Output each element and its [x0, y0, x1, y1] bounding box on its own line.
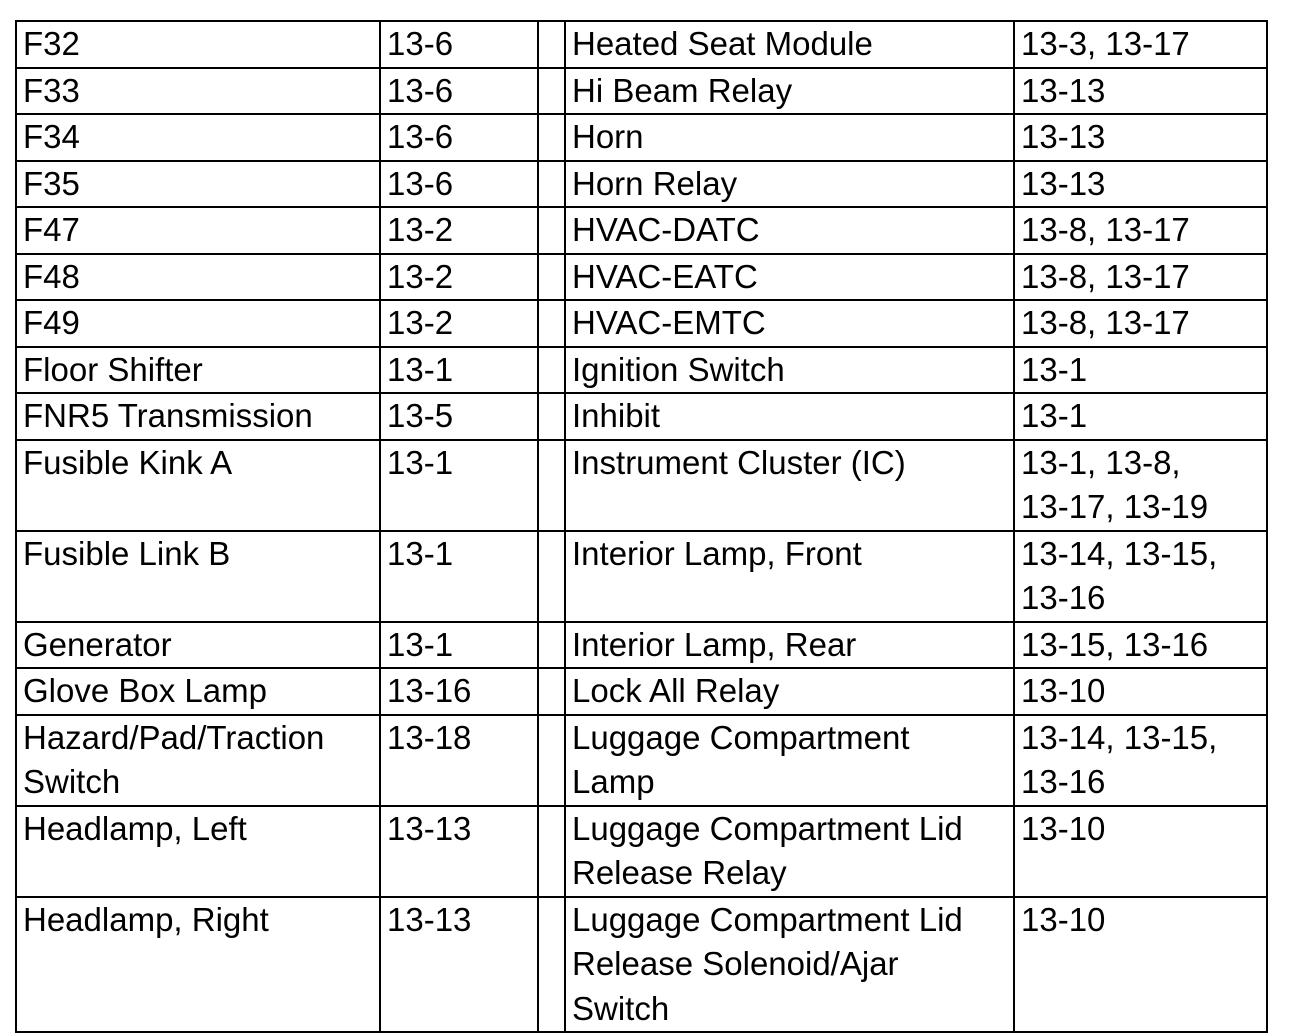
left-page-reference: 13-1 [387, 625, 454, 663]
right-component-name-cell [565, 21, 1014, 68]
right-component-name: HVAC-EATC [572, 257, 758, 295]
left-component-name: Headlamp, Right [23, 900, 269, 938]
right-page-reference: 13-1 [1021, 350, 1088, 388]
right-page-reference: 13-3, 13-17 [1021, 25, 1190, 62]
left-page-reference-cell [380, 715, 538, 806]
right-page-reference-cell [1014, 114, 1267, 161]
right-component-name-cell [565, 897, 1014, 1033]
column-separator [538, 440, 565, 531]
right-component-name: Switch [572, 989, 670, 1027]
table-row [16, 393, 1267, 440]
right-component-name: Luggage Compartment Lid [572, 900, 963, 938]
left-component-name: F35 [23, 164, 80, 202]
column-separator [538, 806, 565, 897]
right-page-reference-cell [1014, 440, 1267, 531]
right-page-reference: 13-8, 13-17 [1021, 257, 1190, 295]
left-component-name-cell [16, 161, 380, 208]
table-row [16, 897, 1267, 1033]
right-page-reference: 13-13 [1021, 71, 1106, 109]
left-page-reference-cell [380, 806, 538, 897]
right-page-reference-cell [1014, 715, 1267, 806]
left-component-name-cell [16, 21, 380, 68]
left-component-name: Switch [23, 763, 121, 800]
left-page-reference: 13-1 [387, 443, 454, 481]
right-component-name-cell [565, 622, 1014, 669]
right-component-name-cell [565, 668, 1014, 715]
right-component-name-cell [565, 393, 1014, 440]
right-page-reference: 13-16 [1021, 763, 1106, 800]
table-row [16, 207, 1267, 254]
right-page-reference: 13-14, 13-15, [1021, 534, 1218, 572]
left-component-name: FNR5 Transmission [23, 397, 313, 434]
left-component-name: Fusible Link B [23, 534, 231, 572]
right-page-reference-cell [1014, 531, 1267, 622]
table-row [16, 21, 1267, 68]
left-component-name: F33 [23, 71, 80, 109]
column-separator [538, 347, 565, 394]
component-index-table [15, 20, 1268, 1033]
table-row [16, 440, 1267, 531]
left-page-reference: 13-13 [387, 809, 472, 847]
right-component-name: Lamp [572, 763, 655, 800]
left-page-reference-cell [380, 207, 538, 254]
table-row [16, 347, 1267, 394]
right-component-name: Horn [572, 118, 644, 155]
right-page-reference: 13-17, 13-19 [1021, 488, 1209, 525]
table-row [16, 668, 1267, 715]
left-component-name-cell [16, 114, 380, 161]
right-component-name: Lock All Relay [572, 672, 780, 709]
left-component-name-cell [16, 806, 380, 897]
right-component-name: Ignition Switch [572, 350, 785, 388]
column-separator [538, 715, 565, 806]
left-component-name-cell [16, 254, 380, 301]
left-page-reference: 13-5 [387, 397, 454, 434]
column-separator [538, 254, 565, 301]
right-page-reference: 13-1 [1021, 397, 1088, 434]
right-component-name-cell [565, 715, 1014, 806]
table-row [16, 161, 1267, 208]
right-component-name: Interior Lamp, Rear [572, 625, 857, 663]
column-separator [538, 161, 565, 208]
left-page-reference: 13-16 [387, 672, 472, 709]
column-separator [538, 68, 565, 115]
left-page-reference-cell [380, 21, 538, 68]
right-component-name-cell [565, 114, 1014, 161]
left-page-reference: 13-6 [387, 25, 454, 62]
column-separator [538, 114, 565, 161]
right-component-name-cell [565, 300, 1014, 347]
column-separator [538, 668, 565, 715]
right-component-name-cell [565, 440, 1014, 531]
right-component-name: Release Solenoid/Ajar [572, 945, 899, 982]
right-component-name: Release Relay [572, 854, 787, 891]
left-page-reference: 13-2 [387, 211, 454, 248]
table-row [16, 254, 1267, 301]
left-page-reference-cell [380, 622, 538, 669]
right-component-name: Horn Relay [572, 164, 738, 202]
left-page-reference: 13-1 [387, 534, 454, 572]
right-page-reference-cell [1014, 300, 1267, 347]
left-page-reference: 13-6 [387, 118, 454, 155]
left-page-reference-cell [380, 68, 538, 115]
left-component-name: F32 [23, 25, 80, 62]
left-page-reference-cell [380, 440, 538, 531]
column-separator [538, 622, 565, 669]
right-page-reference-cell [1014, 161, 1267, 208]
right-page-reference: 13-16 [1021, 579, 1106, 616]
table-row [16, 531, 1267, 622]
left-page-reference-cell [380, 668, 538, 715]
right-component-name: Hi Beam Relay [572, 71, 793, 109]
left-page-reference: 13-2 [387, 304, 454, 341]
right-component-name-cell [565, 806, 1014, 897]
right-page-reference-cell [1014, 21, 1267, 68]
left-page-reference-cell [380, 161, 538, 208]
right-component-name: Interior Lamp, Front [572, 534, 862, 572]
left-component-name-cell [16, 531, 380, 622]
left-component-name: Hazard/Pad/Traction [23, 718, 325, 756]
right-page-reference-cell [1014, 897, 1267, 1033]
column-separator [538, 300, 565, 347]
left-component-name-cell [16, 897, 380, 1033]
right-page-reference: 13-10 [1021, 672, 1106, 709]
left-component-name: Floor Shifter [23, 350, 203, 388]
right-component-name-cell [565, 347, 1014, 394]
left-component-name: Generator [23, 625, 172, 663]
left-component-name-cell [16, 68, 380, 115]
right-component-name: Luggage Compartment [572, 718, 910, 756]
left-component-name-cell [16, 440, 380, 531]
table-row [16, 622, 1267, 669]
left-component-name: Glove Box Lamp [23, 672, 267, 709]
left-component-name-cell [16, 393, 380, 440]
column-separator [538, 21, 565, 68]
left-page-reference: 13-1 [387, 350, 454, 388]
left-page-reference: 13-6 [387, 164, 454, 202]
right-page-reference: 13-13 [1021, 164, 1106, 202]
table-row [16, 806, 1267, 897]
right-page-reference: 13-8, 13-17 [1021, 211, 1190, 248]
right-page-reference-cell [1014, 207, 1267, 254]
right-page-reference-cell [1014, 393, 1267, 440]
left-page-reference: 13-2 [387, 257, 454, 295]
left-page-reference-cell [380, 347, 538, 394]
left-page-reference-cell [380, 114, 538, 161]
right-component-name: Luggage Compartment Lid [572, 809, 963, 847]
right-page-reference: 13-10 [1021, 809, 1106, 847]
right-page-reference: 13-8, 13-17 [1021, 304, 1190, 341]
left-component-name-cell [16, 622, 380, 669]
table-body [16, 21, 1267, 1032]
left-component-name-cell [16, 207, 380, 254]
column-separator [538, 393, 565, 440]
left-page-reference-cell [380, 897, 538, 1033]
left-page-reference-cell [380, 254, 538, 301]
column-separator [538, 207, 565, 254]
right-component-name: Heated Seat Module [572, 25, 873, 62]
left-component-name-cell [16, 668, 380, 715]
left-page-reference: 13-18 [387, 718, 472, 756]
right-component-name: HVAC-EMTC [572, 304, 766, 341]
left-page-reference: 13-13 [387, 900, 472, 938]
right-page-reference-cell [1014, 668, 1267, 715]
left-component-name-cell [16, 715, 380, 806]
table-row [16, 68, 1267, 115]
right-page-reference: 13-15, 13-16 [1021, 625, 1209, 663]
right-component-name-cell [565, 68, 1014, 115]
table-row [16, 114, 1267, 161]
right-component-name: HVAC-DATC [572, 211, 760, 248]
right-page-reference-cell [1014, 806, 1267, 897]
table-row [16, 715, 1267, 806]
left-page-reference-cell [380, 300, 538, 347]
right-page-reference: 13-14, 13-15, [1021, 718, 1218, 756]
left-page-reference-cell [380, 531, 538, 622]
left-page-reference: 13-6 [387, 71, 454, 109]
right-component-name: Inhibit [572, 397, 661, 434]
right-page-reference-cell [1014, 254, 1267, 301]
right-component-name-cell [565, 254, 1014, 301]
right-page-reference: 13-1, 13-8, [1021, 443, 1181, 481]
left-component-name: F48 [23, 257, 80, 295]
right-page-reference: 13-13 [1021, 118, 1106, 155]
right-page-reference-cell [1014, 622, 1267, 669]
left-component-name: F47 [23, 211, 80, 248]
column-separator [538, 531, 565, 622]
right-component-name: Instrument Cluster (IC) [572, 443, 906, 481]
right-page-reference: 13-10 [1021, 900, 1106, 938]
right-page-reference-cell [1014, 68, 1267, 115]
right-component-name-cell [565, 161, 1014, 208]
right-component-name-cell [565, 531, 1014, 622]
column-separator [538, 897, 565, 1033]
left-component-name: Fusible Kink A [23, 443, 233, 481]
left-component-name: Headlamp, Left [23, 809, 247, 847]
left-component-name: F49 [23, 304, 80, 341]
left-page-reference-cell [380, 393, 538, 440]
right-component-name-cell [565, 207, 1014, 254]
left-component-name-cell [16, 300, 380, 347]
right-page-reference-cell [1014, 347, 1267, 394]
left-component-name: F34 [23, 118, 80, 155]
left-component-name-cell [16, 347, 380, 394]
table-row [16, 300, 1267, 347]
